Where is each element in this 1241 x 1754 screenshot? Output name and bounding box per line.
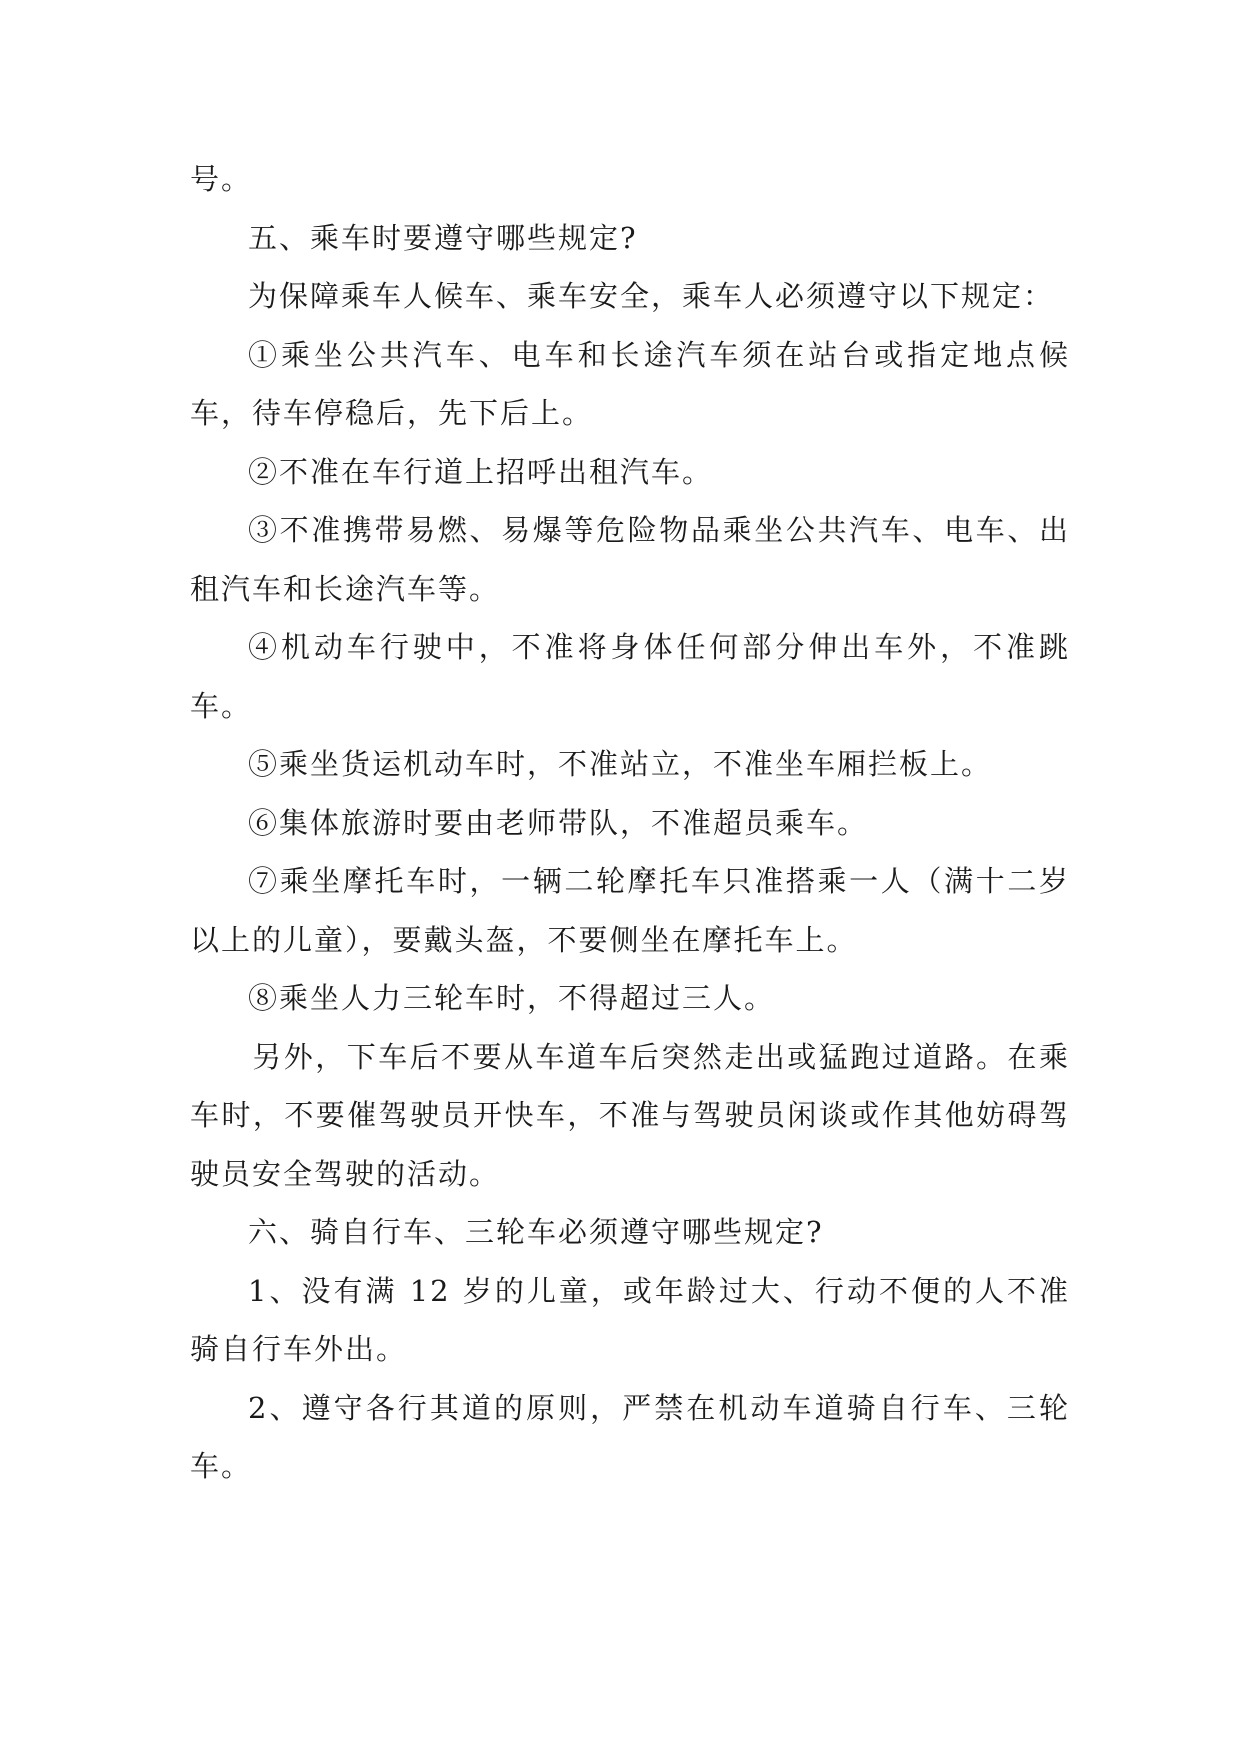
numbered-rule-1: 1、没有满 12 岁的儿童，或年龄过大、行动不便的人不准骑自行车外出。: [190, 1273, 1070, 1366]
rule-item-1: ①乘坐公共汽车、电车和长途汽车须在站台或指定地点候车，待车停稳后，先下后上。: [190, 337, 1070, 430]
rule-item-7: ⑦乘坐摩托车时，一辆二轮摩托车只准搭乘一人（满十二岁以上的儿童），要戴头盔，不要侧坐在摩托车上。: [190, 864, 1070, 957]
paragraph-additional: 另外，下车后不要从车道车后突然走出或猛跑过道路。在乘车时，不要催驾驶员开快车，不准与驾驶员闲谈或作其他妨碍驾驶员安全驾驶的活动。: [190, 1039, 1070, 1191]
rule-item-6: ⑥集体旅游时要由老师带队，不准超员乘车。: [248, 805, 869, 840]
section-heading-five: 五、乘车时要遵守哪些规定?: [248, 220, 638, 255]
rule-item-8: ⑧乘坐人力三轮车时，不得超过三人。: [248, 981, 776, 1015]
rule-item-5: ⑤乘坐货运机动车时，不准站立，不准坐车厢拦板上。: [248, 747, 993, 781]
rule-item-2: ②不准在车行道上招呼出租汽车。: [248, 454, 714, 489]
document-body: [190, 150, 1070, 1496]
paragraph-continuation: 号。: [190, 162, 253, 196]
rule-item-4: ④机动车行驶中，不准将身体任何部分伸出车外，不准跳车。: [190, 630, 1070, 723]
rule-item-3: ③不准携带易燃、易爆等危险物品乘坐公共汽车、电车、出租汽车和长途汽车等。: [190, 513, 1070, 606]
paragraph-intro: 为保障乘车人候车、乘车安全，乘车人必须遵守以下规定：: [248, 279, 1055, 313]
numbered-rule-2: 2、遵守各行其道的原则，严禁在机动车道骑自行车、三轮车。: [190, 1390, 1070, 1483]
section-heading-six: 六、骑自行车、三轮车必须遵守哪些规定?: [248, 1215, 824, 1249]
